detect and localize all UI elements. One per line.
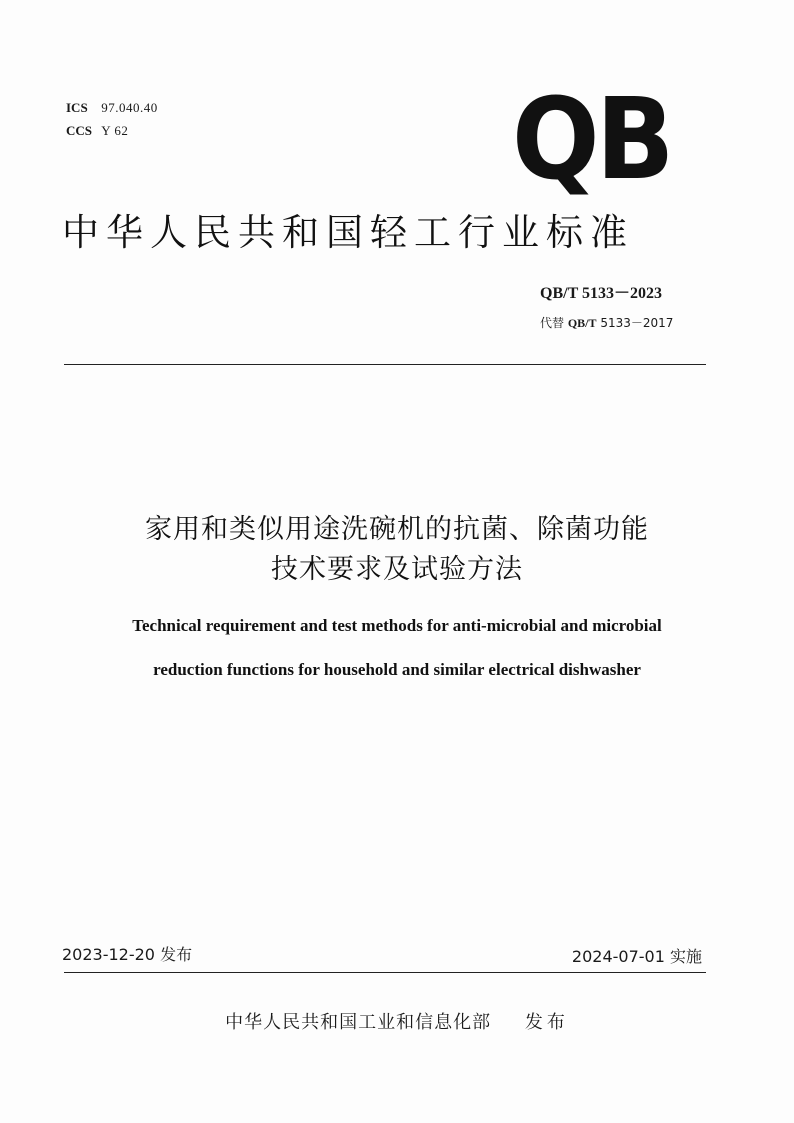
replaces-standard bbox=[540, 314, 730, 332]
issue-date: 2023-12-20 发布 bbox=[62, 945, 193, 964]
implementation-date: 2024-07-01 实施 bbox=[571, 947, 702, 966]
ccs-value: Y 62 bbox=[101, 123, 129, 138]
replaces-prefix: 代替 bbox=[540, 316, 565, 330]
replaces-code: QB/T bbox=[567, 316, 597, 330]
ccs-label: CCS bbox=[66, 123, 93, 138]
en-title-line-1: Technical requirement and test methods for anti-microbial and microbial bbox=[132, 616, 662, 635]
ics-code-row bbox=[66, 96, 158, 119]
cn-title-line-1: 家用和类似用途洗碗机的抗菌、除菌功能 bbox=[145, 514, 649, 545]
top-divider bbox=[64, 364, 706, 365]
classification-codes bbox=[66, 96, 158, 142]
ics-label: ICS bbox=[66, 100, 88, 115]
publisher-line bbox=[40, 1010, 754, 1036]
replaces-number: 5133－2017 bbox=[600, 316, 674, 330]
en-title-line-2: reduction functions for household and similar electrical dishwasher bbox=[153, 660, 641, 679]
cn-title-line-2: 技术要求及试验方法 bbox=[271, 554, 523, 585]
document-title-chinese bbox=[40, 510, 754, 590]
publisher-action: 发布 bbox=[524, 1012, 569, 1033]
standard-title: 中华人民共和国轻工行业标准 bbox=[62, 211, 634, 254]
publisher-name: 中华人民共和国工业和信息化部 bbox=[225, 1012, 492, 1033]
standard-number: QB/T 5133－2023 bbox=[540, 285, 662, 302]
bottom-divider bbox=[64, 972, 706, 973]
document-title-english bbox=[40, 604, 754, 692]
qb-logo: QB bbox=[512, 75, 671, 205]
ics-value: 97.040.40 bbox=[101, 100, 158, 115]
ccs-code-row bbox=[66, 119, 158, 142]
